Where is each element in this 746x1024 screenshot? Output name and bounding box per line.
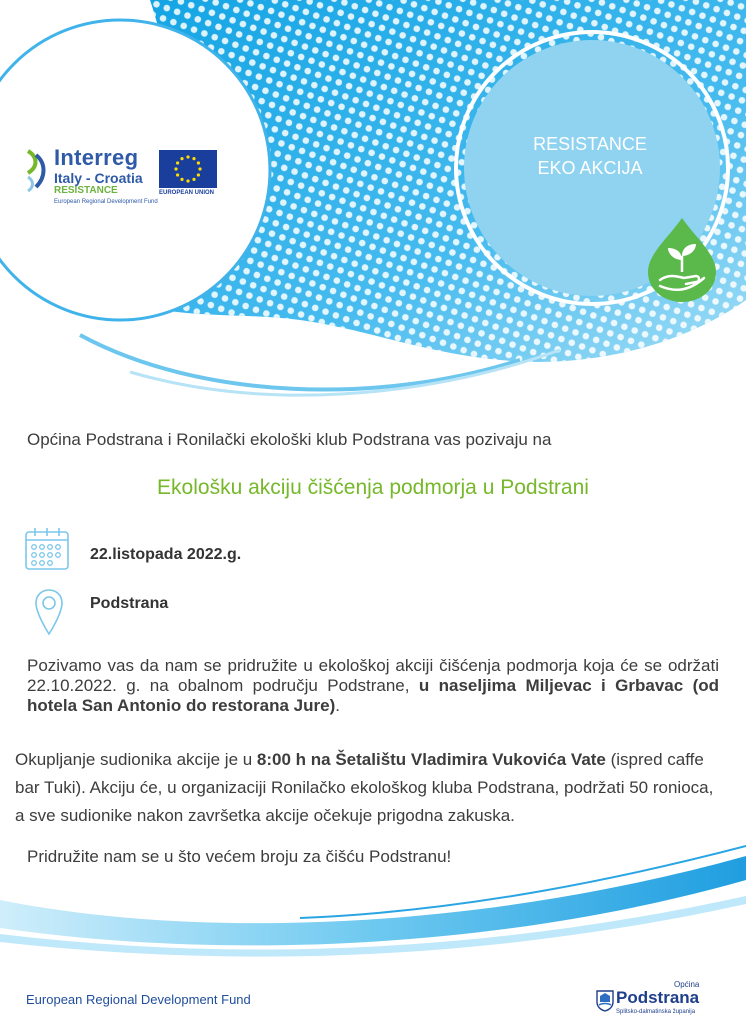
calendar-icon <box>24 527 70 571</box>
invitation-location-bold: u naseljima Miljevac i Grbavac (od hotela San Antonio do restorana Jure) <box>27 676 720 715</box>
intro-text: Općina Podstrana i Ronilački ekološki klub Podstrana vas pozivaju na <box>27 430 552 449</box>
bubble-line-1: RESISTANCE <box>533 134 647 154</box>
bubble-line-2: EKO AKCIJA <box>537 158 643 178</box>
footer-wave <box>0 840 746 960</box>
meeting-paragraph <box>15 746 725 830</box>
podstrana-logo <box>594 980 724 1020</box>
eu-flag-icon <box>159 150 217 188</box>
opcina-label: Općina <box>674 980 700 989</box>
county-label: Splitsko-dalmatinska županija <box>616 1009 696 1015</box>
meeting-time-place-bold: 8:00 h na Šetalištu Vladimira Vukovića Vate <box>256 750 606 769</box>
footer-fund-text: European Regional Development Fund <box>26 992 251 1007</box>
event-place: Podstrana <box>90 595 169 612</box>
invitation-end: . <box>335 696 340 715</box>
fund-caption: European Regional Development Fund <box>54 199 158 205</box>
plant-hand-icon <box>644 216 720 304</box>
bubble-title <box>500 132 680 180</box>
invitation-paragraph <box>27 656 719 716</box>
podstrana-crest-icon <box>596 990 614 1012</box>
interreg-swirl-icon <box>24 147 50 193</box>
invitation-text: Pozivamo vas da nam se pridružite u ekološkoj akciji čišćenja podmorja koja će se održati 22.10.2022. g. na obalnom području Podstrane, <box>27 656 719 695</box>
closing-line: Pridružite nam se u što većem broju za čišću Podstranu! <box>27 847 452 866</box>
location-pin-icon <box>34 588 64 636</box>
interreg-logo <box>24 145 224 215</box>
opcina-name: Podstrana <box>616 988 700 1007</box>
interreg-wordmark: Interreg <box>54 145 139 170</box>
event-headline: Ekološku akciju čišćenja podmorja u Podstrani <box>157 476 589 499</box>
event-date: 22.listopada 2022.g. <box>90 546 242 563</box>
eu-label: EUROPEAN UNION <box>159 190 215 196</box>
meeting-details: (ispred caffe bar Tuki). Akciju će, u organizaciji Ronilačko ekološkog kluba Podstrana, podržati 50 ronioca, a sve sudionike nakon završetka akcije očekuje prigodna zakuska. <box>15 750 714 825</box>
program-name: Italy - Croatia <box>54 170 143 186</box>
project-name: RESISTANCE <box>54 185 118 196</box>
meeting-text: Okupljanje sudionika akcije je u <box>15 750 257 769</box>
